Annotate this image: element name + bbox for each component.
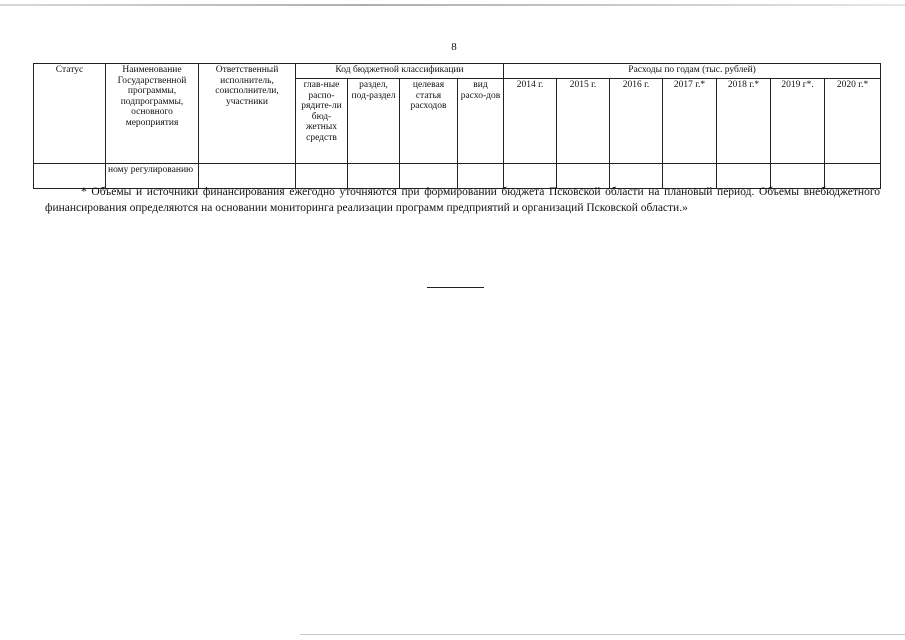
- header-status: Статус: [34, 64, 106, 164]
- budget-table: [33, 63, 881, 189]
- footnote: * Объемы и источники финансирования ежегодно уточняются при формировании бюджета Псковской области на плановый период. Объемы внебюджетного финансирования определяются на основании мониторинга реализации программ предприятий и организаций Псковской области.»: [45, 186, 880, 214]
- cell-name: ному регулированию: [106, 164, 199, 189]
- header-responsible: Ответственный исполнитель, соисполнители, участники: [199, 64, 296, 164]
- header-expenses-group: Расходы по годам (тыс. рублей): [504, 64, 881, 79]
- header-year-2014: 2014 г.: [504, 79, 557, 164]
- header-year-2015: 2015 г.: [557, 79, 610, 164]
- header-expense-type: вид расхо-дов: [458, 79, 504, 164]
- header-section: раздел, под-раздел: [348, 79, 400, 164]
- header-target-item: целевая статья расходов: [400, 79, 458, 164]
- header-year-2017: 2017 г.*: [663, 79, 717, 164]
- header-year-2016: 2016 г.: [610, 79, 663, 164]
- separator-line: [427, 287, 484, 288]
- header-year-2018: 2018 г.*: [717, 79, 771, 164]
- header-year-2019: 2019 г*.: [771, 79, 825, 164]
- header-main-managers: глав-ные распо-рядите-ли бюд-жетных средств: [296, 79, 348, 164]
- scan-edge-top: [0, 4, 905, 6]
- header-year-2020: 2020 г.*: [825, 79, 881, 164]
- page-number: 8: [451, 41, 457, 53]
- scan-edge-bottom: [300, 634, 905, 635]
- header-budget-code-group: Код бюджетной классификации: [296, 64, 504, 79]
- header-name: Наименование Государственной программы, подпрограммы, основного мероприятия: [106, 64, 199, 164]
